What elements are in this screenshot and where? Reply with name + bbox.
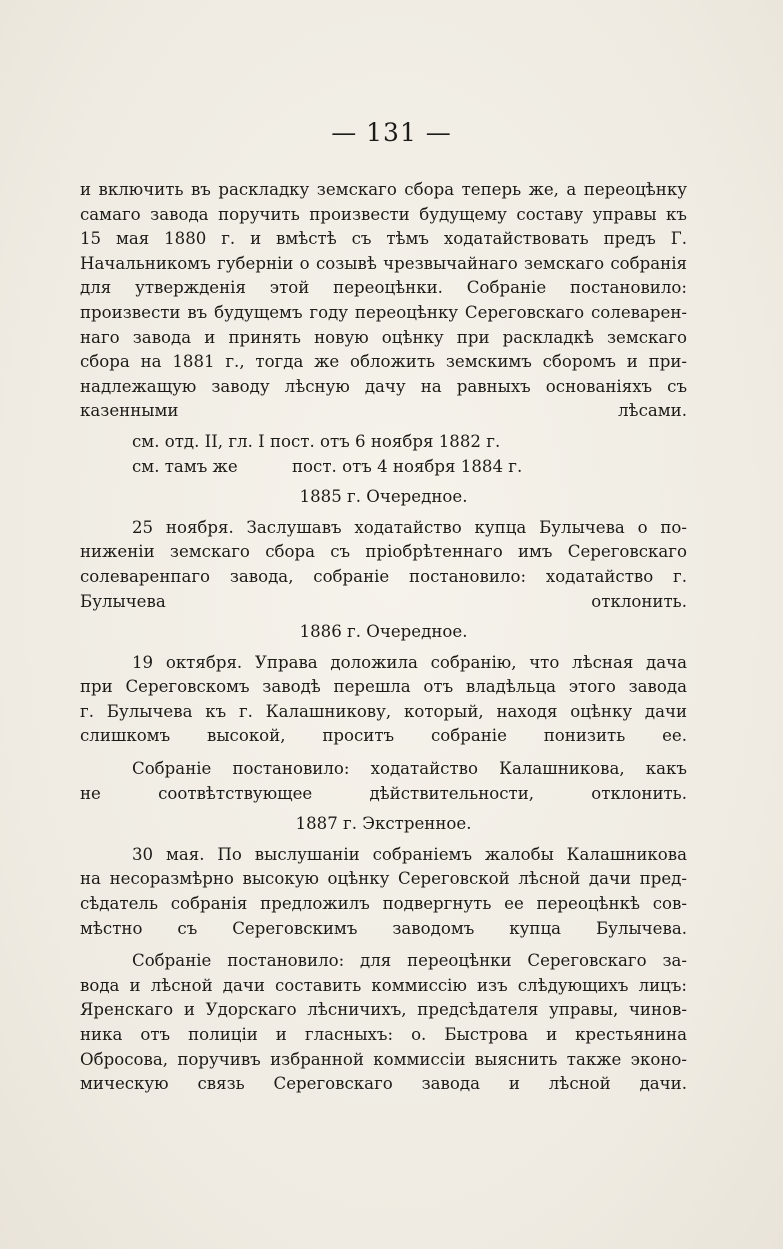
text-line: г. Булычева къ г. Калашникову, который, находя оцѣнку дачи xyxy=(80,701,687,721)
reference-text: см. отд. II, гл. I пост. отъ 6 ноября 1882 г. xyxy=(132,431,501,451)
text-line: солеваренпаго завода, собраніе постановило: ходатайство г. xyxy=(80,566,687,586)
text-line: и включить въ раскладку земскаго сбора теперь же, а переоцѣнку xyxy=(80,180,687,199)
text-line: 19 октября. Управа доложила собранію, что лѣсная дача xyxy=(132,652,687,672)
text-line: сѣдатель собранія предложилъ подвергнуть ее переоцѣнкѣ сов- xyxy=(80,894,687,914)
text-line: для утвержденія этой переоцѣнки. Собраніе постановило: xyxy=(80,278,687,298)
section-heading-1885: 1885 г. Очередное. xyxy=(299,487,468,507)
paragraph-6 xyxy=(80,949,687,1097)
paragraph-3 xyxy=(80,651,687,749)
paragraph-1 xyxy=(80,178,687,424)
text-line: 30 мая. По выслушаніи собраніемъ жалобы Калашникова xyxy=(132,844,687,864)
text-line: Начальникомъ губерніи о созывѣ чрезвычайнаго земскаго собранія xyxy=(80,253,687,273)
text-line: ника отъ полиціи и гласныхъ: о. Быстрова и крестьянина xyxy=(80,1025,687,1044)
text-line: вода и лѣсной дачи составить коммиссію изъ слѣдующихъ лицъ: xyxy=(80,975,687,995)
paragraph-4 xyxy=(80,757,687,806)
text-line: мическую связь Сереговскаго завода и лѣсной дачи. xyxy=(80,1074,687,1094)
text-line: 25 ноября. Заслушавъ ходатайство купца Булычева о по- xyxy=(132,517,687,537)
text-line: надлежащую заводу лѣсную дачу на равныхъ основаніяхъ съ xyxy=(80,376,687,396)
text-line: произвести въ будущемъ году переоцѣнку Сереговскаго солеварен- xyxy=(80,302,687,322)
text-line: при Сереговскомъ заводѣ перешла отъ владѣльца этого завода xyxy=(80,677,687,697)
text-line: Собраніе постановило: ходатайство Калашникова, какъ xyxy=(132,759,687,779)
text-line: мѣстно съ Сереговскимъ заводомъ купца Булычева. xyxy=(80,918,687,938)
reference-text: пост. отъ 4 ноября 1884 г. xyxy=(292,456,523,476)
text-line: не соотвѣтствующее дѣйствительности, отклонить. xyxy=(80,783,687,803)
text-line: 15 мая 1880 г. и вмѣстѣ съ тѣмъ ходатайствовать предъ Г. xyxy=(80,229,687,249)
text-line: сбора на 1881 г., тогда же обложить земскимъ сборомъ и при- xyxy=(80,352,687,372)
text-line: ниженіи земскаго сбора съ пріобрѣтеннаго имъ Сереговскаго xyxy=(80,542,687,562)
text-line: слишкомъ высокой, проситъ собраніе понизить ее. xyxy=(80,726,687,746)
page-number: — 131 — xyxy=(331,118,452,147)
reference-line xyxy=(80,455,687,480)
reference-line xyxy=(80,430,687,455)
paragraph-2 xyxy=(80,516,687,614)
text-line: Булычева отклонить. xyxy=(80,591,687,611)
reference-text: см. тамъ же xyxy=(132,456,238,476)
text-line: Яренскаго и Удорскаго лѣсничихъ, предсѣдателя управы, чинов- xyxy=(80,1000,687,1020)
paragraph-5 xyxy=(80,843,687,941)
page-body xyxy=(80,178,687,1097)
text-line: казенными лѣсами. xyxy=(80,401,687,421)
text-line: на несоразмѣрно высокую оцѣнку Сереговской лѣсной дачи пред- xyxy=(80,869,687,889)
text-line: самаго завода поручить произвести будущему составу управы къ xyxy=(80,204,687,224)
text-line: Обросова, поручивъ избранной коммиссіи выяснить также эконо- xyxy=(80,1049,687,1069)
text-line: Собраніе постановило: для переоцѣнки Сереговскаго за- xyxy=(132,951,687,971)
section-heading-1887: 1887 г. Экстренное. xyxy=(295,814,472,834)
text-line: наго завода и принять новую оцѣнку при раскладкѣ земскаго xyxy=(80,327,687,347)
section-heading-1886: 1886 г. Очередное. xyxy=(299,622,468,642)
